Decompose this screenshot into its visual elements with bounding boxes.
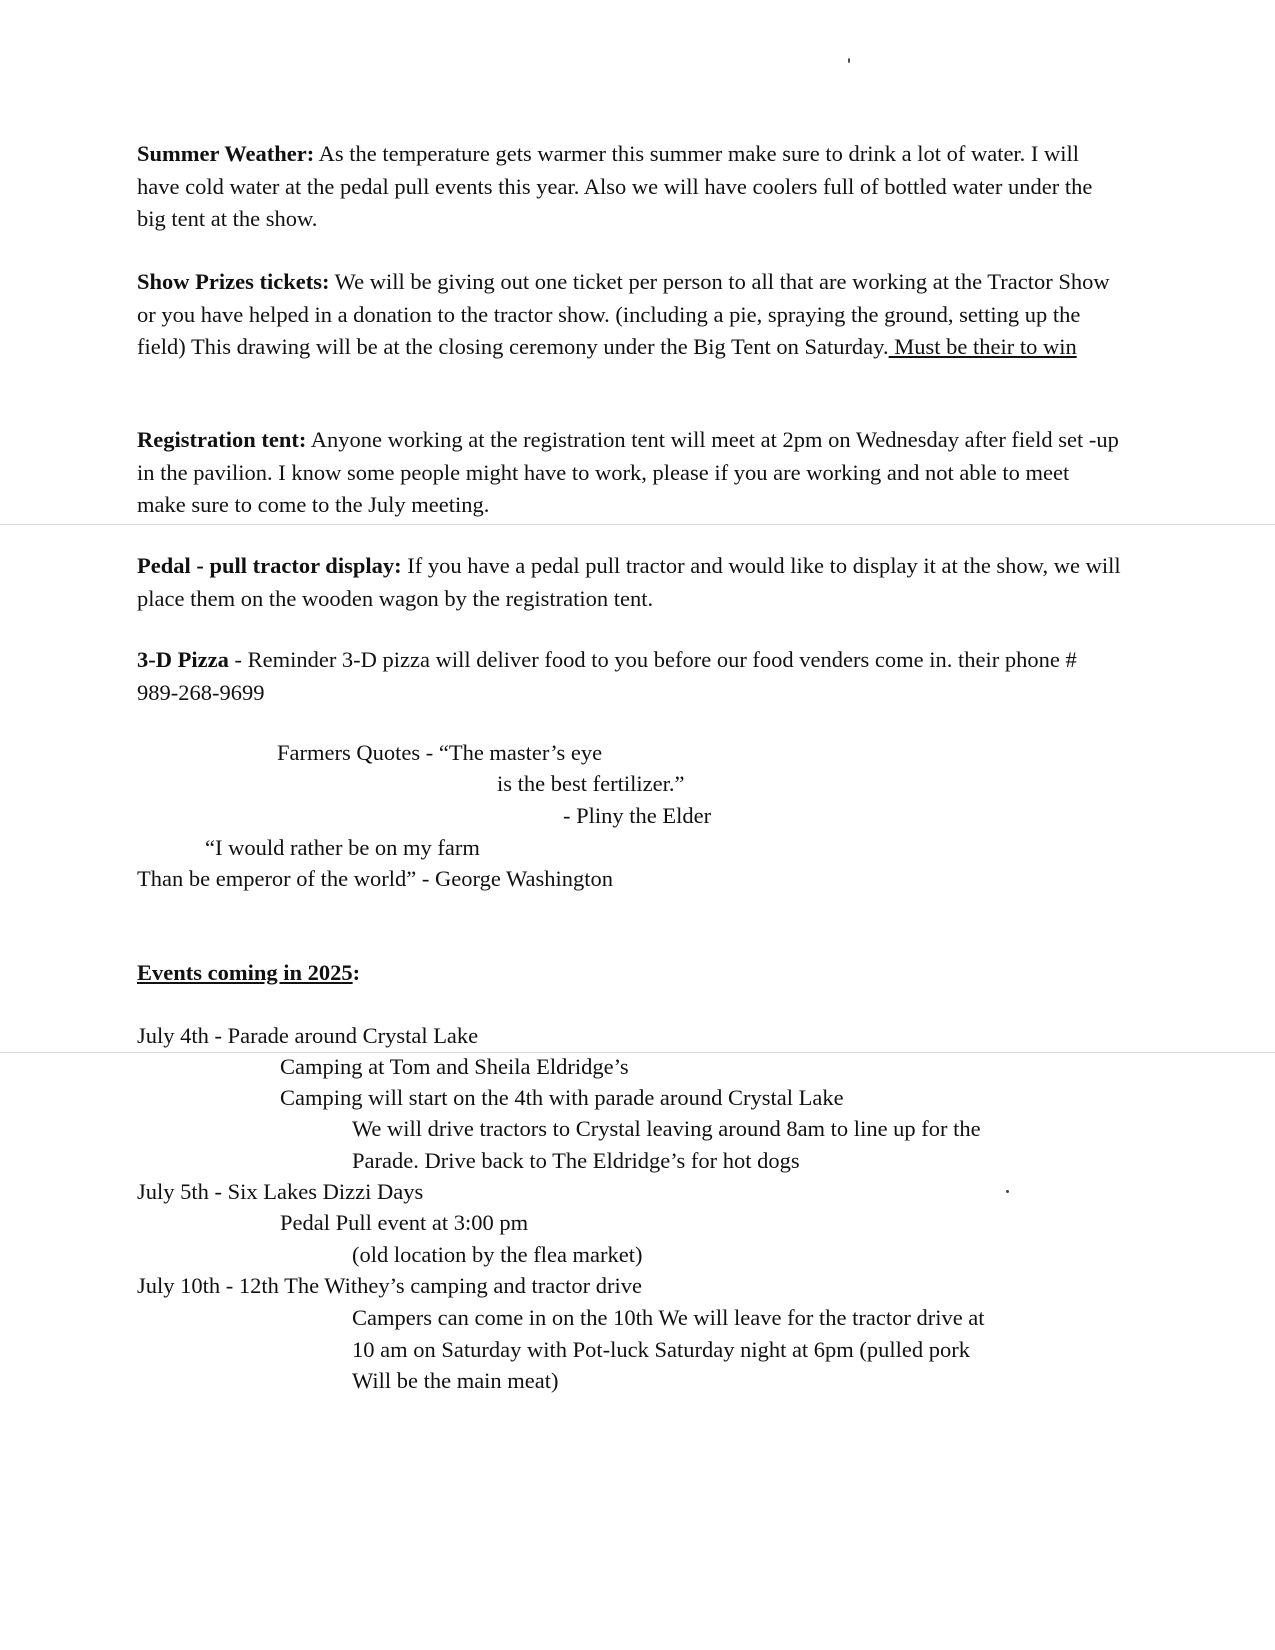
event-line: Camping at Tom and Sheila Eldridge’s <box>280 1054 629 1079</box>
section-body: Anyone working at the registration tent will meet at 2pm on Wednesday after field set -up in the pavilion. I know some people might have to work, please if you are working and not able to meet make sure to come to the July meeting. <box>137 427 1119 517</box>
events-title: Events coming in 2025 <box>137 960 353 985</box>
scan-artifact-line <box>0 524 1275 525</box>
section-summer-weather <box>137 138 1122 236</box>
quote-1-author: - Pliny the Elder <box>563 803 712 828</box>
event-line: July 4th - Parade around Crystal Lake <box>137 1023 479 1048</box>
event-line: Campers can come in on the 10th We will leave for the tractor drive at <box>352 1305 985 1330</box>
section-3d-pizza <box>137 644 1122 709</box>
section-heading: Summer Weather: <box>137 141 315 166</box>
section-pedal-pull-display <box>137 550 1122 615</box>
event-line: Will be the main meat) <box>352 1368 559 1393</box>
section-body: If you have a pedal pull tractor and would like to display it at the show, we will place them on the wooden wagon by the registration tent. <box>137 553 1121 611</box>
section-heading: Show Prizes tickets: <box>137 269 330 294</box>
event-line: Camping will start on the 4th with parade around Crystal Lake <box>280 1085 844 1110</box>
events-title-colon: : <box>352 960 361 985</box>
scan-artifact-line <box>0 1052 1275 1053</box>
section-body: - Reminder 3-D pizza will deliver food to you before our food venders come in. their phone # 989-268-9699 <box>137 647 1077 705</box>
section-heading: 3-D Pizza <box>137 647 229 672</box>
quote-2-line-1: “I would rather be on my farm <box>205 835 480 860</box>
section-show-prizes <box>137 266 1122 364</box>
event-line: Pedal Pull event at 3:00 pm <box>280 1210 529 1235</box>
event-line: July 5th - Six Lakes Dizzi Days <box>137 1179 424 1204</box>
events-heading <box>137 957 360 989</box>
must-be-there-note: Must be their to win <box>888 334 1077 359</box>
quote-1-line-2: is the best fertilizer.” <box>497 771 685 796</box>
section-heading: Registration tent: <box>137 427 307 452</box>
event-line: We will drive tractors to Crystal leaving around 8am to line up for the <box>352 1116 981 1141</box>
quote-2-line-2: Than be emperor of the world” - George Washington <box>137 866 613 891</box>
section-body: We will be giving out one ticket per person to all that are working at the Tractor Show or you have helped in a donation to the tractor show. (including a pie, spraying the ground, setting up the field) This drawing will be at the closing ceremony under the Big Tent on Saturday. <box>137 269 1110 359</box>
event-line: Parade. Drive back to The Eldridge’s for hot dogs <box>352 1148 800 1173</box>
event-line: 10 am on Saturday with Pot-luck Saturday night at 6pm (pulled pork <box>352 1337 971 1362</box>
event-line: July 10th - 12th The Withey’s camping and tractor drive <box>137 1273 643 1298</box>
scan-speck <box>848 58 850 63</box>
section-heading: Pedal - pull tractor display: <box>137 553 402 578</box>
section-body: As the temperature gets warmer this summer make sure to drink a lot of water. I will have cold water at the pedal pull events this year. Also we will have coolers full of bottled water under the big tent at the show. <box>137 141 1093 231</box>
scan-speck <box>1006 1190 1009 1193</box>
section-registration-tent <box>137 424 1122 522</box>
event-line: (old location by the flea market) <box>352 1242 643 1267</box>
quote-1-line-1: Farmers Quotes - “The master’s eye <box>277 740 603 765</box>
